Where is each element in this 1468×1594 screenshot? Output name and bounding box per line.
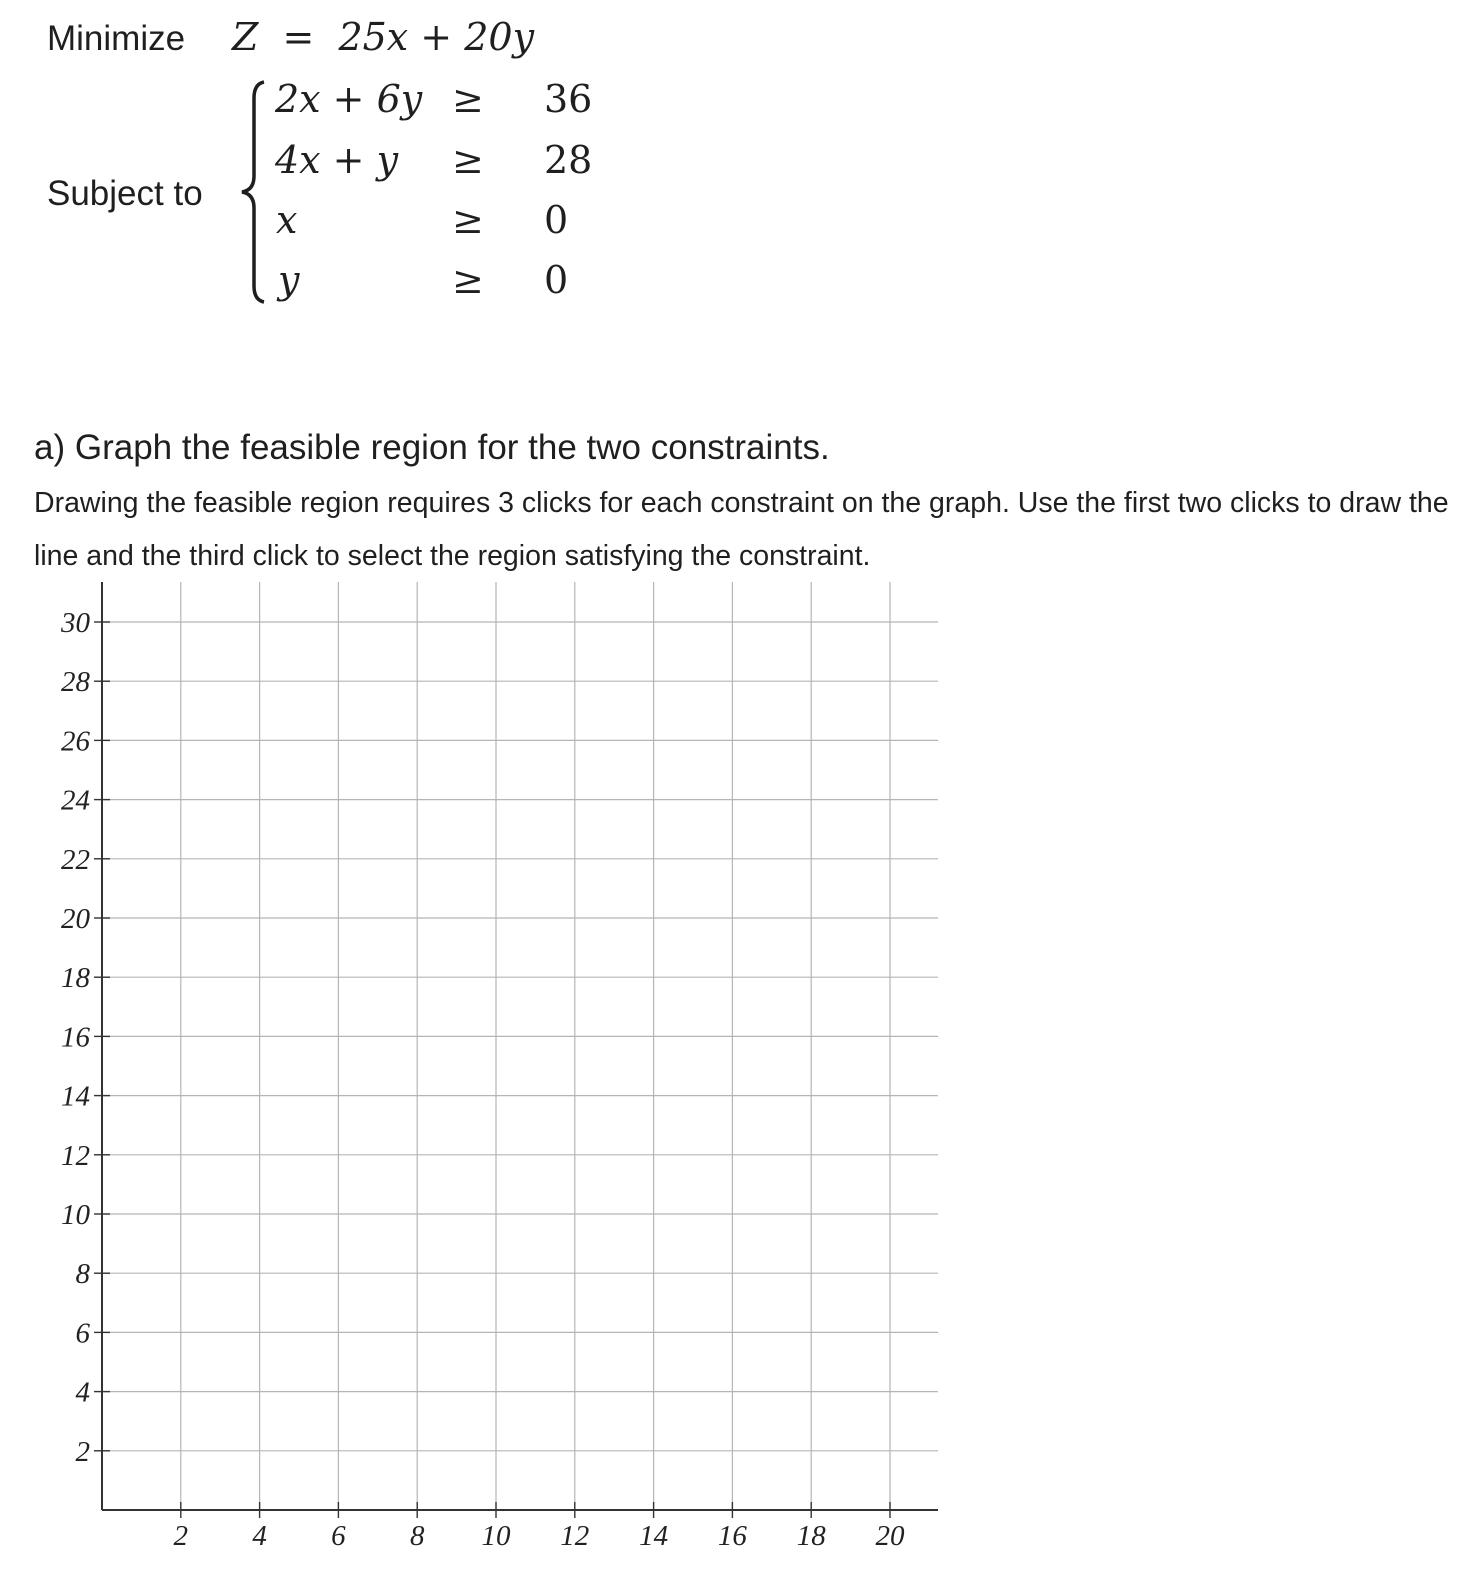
x-tick-labels [174, 1520, 905, 1552]
constraint-3-rhs: 0 [544, 198, 569, 242]
x-tick-label: 6 [331, 1520, 346, 1552]
constraint-4-rhs: 0 [544, 258, 569, 302]
y-tick-label: 4 [75, 1376, 90, 1409]
y-tick-label: 14 [61, 1080, 90, 1113]
objective-function [232, 15, 534, 59]
x-tick-label: 2 [173, 1520, 189, 1552]
grid-lines [102, 582, 938, 1510]
constraint-2-rhs: 28 [544, 138, 593, 182]
feasible-region-graph[interactable] [0, 580, 1000, 1580]
y-tick-label: 10 [61, 1199, 90, 1231]
y-tick-labels [60, 607, 91, 1468]
y-tick-label: 2 [75, 1435, 90, 1468]
y-tick-label: 18 [61, 962, 90, 995]
x-tick-label: 12 [560, 1520, 590, 1552]
y-tick-label: 12 [61, 1139, 90, 1172]
minimize-label: Minimize [47, 19, 186, 58]
x-tick-label: 4 [252, 1520, 267, 1552]
y-tick-label: 26 [61, 725, 90, 758]
constraint-4-relation: ≥ [452, 258, 484, 302]
y-tick-label: 16 [61, 1021, 90, 1054]
question-title: a) Graph the feasible region for the two constraints. [34, 428, 830, 467]
constraint-4-lhs: y [278, 258, 300, 302]
y-tick-label: 6 [75, 1317, 90, 1350]
constraint-1-rhs: 36 [544, 77, 593, 121]
objective-relation: = [282, 15, 315, 59]
y-tick-label: 20 [61, 903, 90, 935]
x-tick-label: 14 [639, 1520, 669, 1552]
x-tick-label: 20 [875, 1520, 905, 1552]
constraint-brace [240, 80, 270, 305]
y-tick-label: 22 [61, 843, 90, 876]
x-tick-label: 8 [409, 1520, 425, 1552]
question-instructions: Drawing the feasible region requires 3 clicks for each constraint on the graph. Use the first two clicks to draw the line and the third click to select the region satisfying the constraint. [34, 487, 1449, 572]
y-tick-label: 30 [61, 607, 90, 639]
objective-rhs: 25x + 20y [338, 15, 535, 59]
subject-to-label: Subject to [47, 174, 203, 213]
y-tick-label: 24 [61, 784, 90, 817]
constraint-1-lhs: 2x + 6y [275, 77, 423, 121]
constraint-3-lhs: x [276, 198, 298, 242]
constraint-2-lhs: 4x + y [275, 138, 399, 182]
x-tick-label: 10 [481, 1520, 511, 1552]
constraint-2-relation: ≥ [452, 138, 484, 182]
y-tick-label: 28 [61, 666, 90, 699]
constraint-3-relation: ≥ [452, 198, 484, 242]
x-tick-label: 16 [717, 1520, 747, 1552]
objective-lhs: Z [232, 15, 259, 59]
y-tick-label: 8 [75, 1258, 90, 1291]
x-tick-label: 18 [796, 1520, 826, 1552]
constraint-1-relation: ≥ [452, 77, 484, 121]
